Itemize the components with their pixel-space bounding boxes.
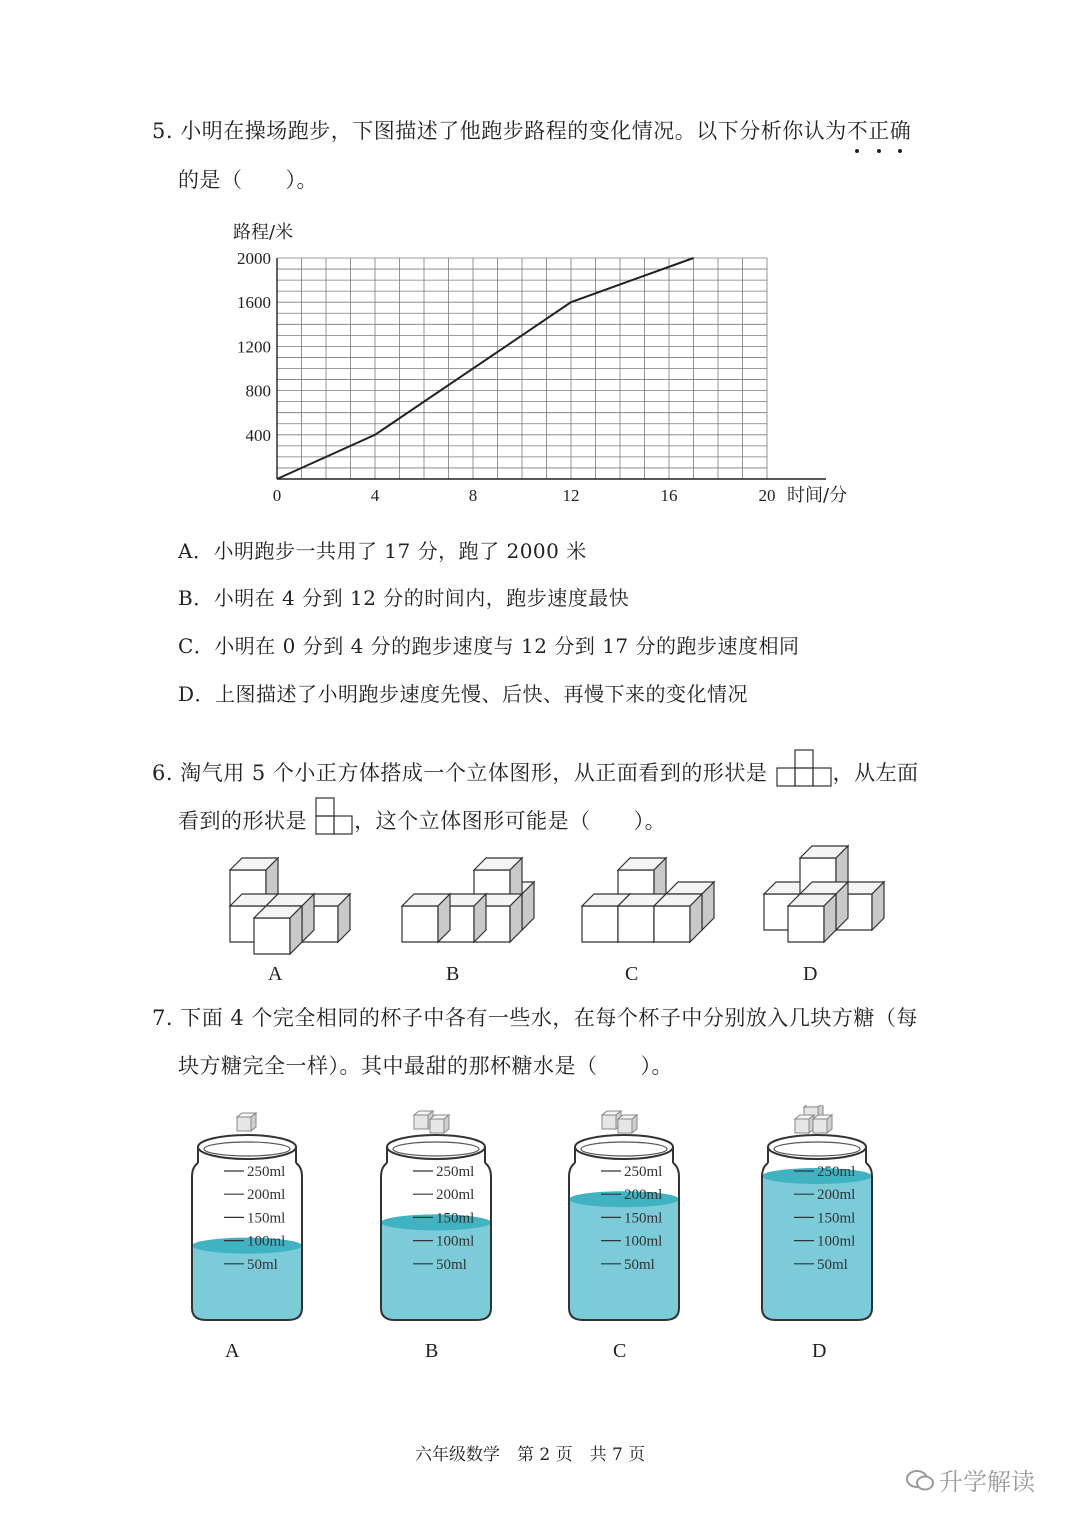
scale-label: 150ml	[436, 1210, 475, 1227]
y-tick-label: 400	[245, 425, 271, 445]
q5-stem-line1	[152, 121, 911, 142]
x-axis-label: 时间/分	[787, 485, 848, 506]
scale-label: 250ml	[817, 1164, 856, 1180]
q5-option-c[interactable]: C．小明在 0 分到 4 分的跑步速度与 12 分到 17 分的跑步速度相同	[178, 634, 800, 658]
scale-label: 50ml	[247, 1256, 278, 1273]
y-axis-label: 路程/米	[233, 222, 294, 243]
front-view-icon	[775, 748, 833, 788]
scale-label: 200ml	[436, 1187, 475, 1204]
scale-label: 100ml	[817, 1233, 856, 1250]
scale-label: 250ml	[624, 1164, 663, 1180]
q7-line2: 块方糖完全一样）。其中最甜的那杯糖水是（ ）。	[178, 1054, 673, 1078]
q6-line2-text: 看到的形状是	[178, 809, 307, 833]
distance-time-chart	[200, 212, 880, 512]
cube-label-a: A	[268, 963, 283, 985]
x-tick-label: 20	[758, 486, 776, 505]
cup-label-a: A	[225, 1340, 240, 1362]
x-tick-label: 8	[468, 486, 478, 505]
sugar-cube	[430, 1119, 444, 1133]
scale-label: 100ml	[436, 1233, 475, 1250]
q5-option-a[interactable]: A．小明跑步一共用了 17 分，跑了 2000 米	[178, 539, 587, 563]
sugar-cube	[795, 1119, 809, 1133]
x-tick-label: 4	[370, 486, 380, 505]
y-tick-label: 1200	[237, 337, 271, 357]
cube-figure-c[interactable]	[582, 858, 714, 942]
q5-option-b[interactable]: B．小明在 4 分到 12 分的时间内，跑步速度最快	[178, 586, 630, 610]
sugar-cube	[813, 1119, 827, 1133]
sugar-cube	[414, 1115, 428, 1129]
x-tick-label: 16	[660, 486, 678, 505]
sugar-cube	[237, 1117, 251, 1131]
cube-figure-b[interactable]	[402, 858, 534, 942]
scale-label: 150ml	[817, 1210, 856, 1227]
q5-option-d[interactable]: D．上图描述了小明跑步速度先慢、后快、再慢下来的变化情况	[178, 682, 749, 706]
q6-line1-tail: ，从左面	[832, 761, 919, 785]
cup-c[interactable]	[565, 1105, 690, 1330]
scale-label: 100ml	[624, 1233, 663, 1250]
scale-label: 200ml	[624, 1187, 663, 1204]
q7-line1: 7. 下面 4 个完全相同的杯子中各有一些水，在每个杯子中分别放入几块方糖（每	[152, 1006, 918, 1030]
chat-bubble-icon	[905, 1467, 935, 1493]
q5-emph-3: 确	[889, 119, 912, 143]
scale-label: 200ml	[817, 1187, 856, 1204]
cup-label-c: C	[613, 1340, 627, 1362]
scale-label: 50ml	[436, 1256, 467, 1273]
scale-label: 250ml	[247, 1164, 286, 1180]
y-tick-label: 800	[245, 381, 271, 401]
q5-stem-line2: 的是（ ）。	[178, 168, 318, 192]
y-tick-label: 1600	[237, 293, 271, 313]
watermark	[905, 1462, 1035, 1497]
sugar-cube	[618, 1119, 632, 1133]
cup-label-d: D	[812, 1340, 827, 1362]
cup-b[interactable]	[377, 1105, 502, 1330]
scale-label: 100ml	[247, 1233, 286, 1250]
watermark-text: 升学解读	[939, 1468, 1035, 1496]
cube-label-c: C	[625, 963, 639, 985]
q5-stem-text: 5. 小明在操场跑步，下图描述了他跑步路程的变化情况。以下分析你认为	[152, 119, 847, 143]
cube-figures	[200, 830, 920, 960]
cup-d[interactable]	[758, 1105, 883, 1330]
cup-label-b: B	[425, 1340, 439, 1362]
scale-label: 150ml	[247, 1210, 286, 1227]
cube-label-d: D	[803, 963, 818, 985]
y-tick-label: 2000	[237, 249, 271, 268]
cube-label-b: B	[446, 963, 460, 985]
scale-label: 50ml	[817, 1256, 848, 1273]
q6-line2-tail: ，这个立体图形可能是（ ）。	[354, 809, 667, 833]
sugar-cube	[602, 1115, 616, 1129]
scale-label: 150ml	[624, 1210, 663, 1227]
q5-emph-2: 正	[868, 119, 890, 143]
scale-label: 50ml	[624, 1256, 655, 1273]
cup-a[interactable]	[188, 1105, 313, 1330]
x-tick-label: 12	[562, 486, 580, 505]
scale-label: 200ml	[247, 1187, 286, 1204]
q5-emph-1: 不	[846, 119, 869, 143]
x-tick-label: 0	[272, 486, 282, 505]
scale-label: 250ml	[436, 1164, 475, 1180]
page-footer: 六年级数学 第 2 页 共 7 页	[415, 1445, 646, 1465]
cube-figure-d[interactable]	[764, 846, 884, 942]
q6-line1-text: 6. 淘气用 5 个小正方体搭成一个立体图形，从正面看到的形状是	[152, 761, 768, 785]
cube-figure-a[interactable]	[230, 858, 350, 954]
q6-line1	[152, 748, 919, 788]
